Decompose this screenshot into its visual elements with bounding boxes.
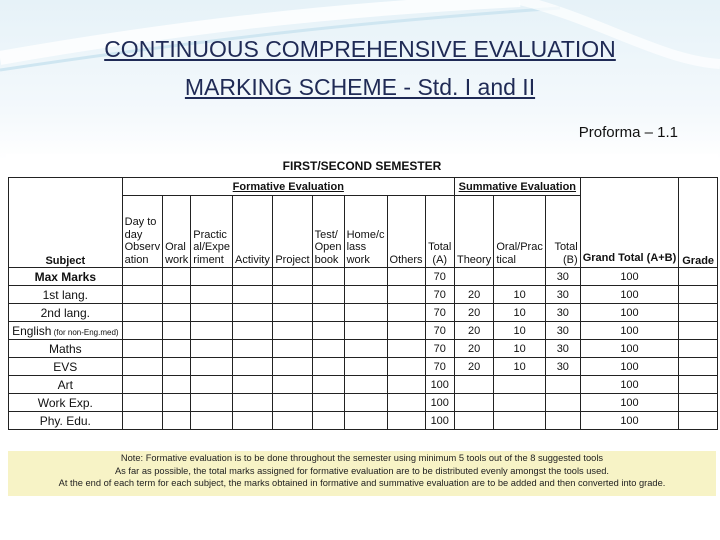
total-a-cell: 70	[425, 322, 454, 340]
total-b-cell	[545, 376, 580, 394]
grand-total-cell: 100	[580, 394, 679, 412]
empty-cell	[344, 394, 387, 412]
grand-total-cell: 100	[580, 340, 679, 358]
empty-cell	[387, 304, 425, 322]
total-b-cell: 30	[545, 304, 580, 322]
empty-cell	[191, 322, 233, 340]
empty-cell	[387, 268, 425, 286]
subject-cell	[9, 286, 123, 304]
grand-total-cell: 100	[580, 376, 679, 394]
empty-cell	[232, 412, 272, 430]
empty-cell	[273, 304, 312, 322]
grand-total-cell: 100	[580, 358, 679, 376]
empty-cell	[122, 358, 162, 376]
subject-cell	[9, 322, 123, 340]
empty-cell	[344, 340, 387, 358]
max-marks-row	[9, 268, 718, 286]
empty-cell	[312, 394, 344, 412]
note-box	[8, 451, 716, 496]
empty-cell	[122, 286, 162, 304]
empty-cell	[312, 340, 344, 358]
note-line: Note: Formative evaluation is to be done throughout the semester using minimum 5 tools out of the 8 suggested tools	[120, 453, 604, 463]
theory-cell: 20	[454, 340, 493, 358]
empty-cell	[344, 322, 387, 340]
empty-cell	[344, 376, 387, 394]
grand-total-cell: 100	[580, 322, 679, 340]
subject-cell	[9, 304, 123, 322]
table-row	[9, 322, 718, 340]
oral-cell: 10	[494, 304, 546, 322]
page-title-line2: MARKING SCHEME - Std. I and II	[184, 74, 536, 100]
table-row	[9, 412, 718, 430]
subject-cell	[9, 394, 123, 412]
grade-cell	[679, 358, 718, 376]
tool-header: Day to day Observ ation	[122, 196, 162, 268]
empty-cell	[122, 412, 162, 430]
summative-tool-header: Oral/Prac tical	[494, 196, 546, 268]
empty-cell	[191, 358, 233, 376]
total-b-header: Total (B)	[545, 196, 580, 268]
grand-total-cell: 100	[580, 268, 679, 286]
page-title-line1: CONTINUOUS COMPREHENSIVE EVALUATION	[104, 36, 616, 62]
oral-cell: 10	[494, 358, 546, 376]
empty-cell	[232, 340, 272, 358]
empty-cell	[122, 268, 162, 286]
tool-header: Home/c lass work	[344, 196, 387, 268]
empty-cell	[387, 286, 425, 304]
grade-cell	[679, 340, 718, 358]
theory-cell	[454, 268, 493, 286]
total-b-cell: 30	[545, 322, 580, 340]
empty-cell	[163, 268, 191, 286]
empty-cell	[191, 304, 233, 322]
tool-header: Others	[387, 196, 425, 268]
subject-note: (for non-Eng.med)	[51, 327, 119, 337]
summative-header: Summative Evaluation	[454, 178, 580, 196]
subject-header: Subject	[9, 178, 123, 268]
grade-cell	[679, 322, 718, 340]
empty-cell	[191, 286, 233, 304]
subject-name: Maths	[48, 341, 82, 356]
tool-header: Practic al/Expe riment	[191, 196, 233, 268]
total-a-cell: 70	[425, 340, 454, 358]
subject-name: Art	[57, 377, 73, 392]
formative-header: Formative Evaluation	[122, 178, 454, 196]
total-a-cell: 100	[425, 412, 454, 430]
theory-cell: 20	[454, 286, 493, 304]
theory-cell: 20	[454, 358, 493, 376]
empty-cell	[387, 340, 425, 358]
empty-cell	[312, 286, 344, 304]
empty-cell	[191, 268, 233, 286]
empty-cell	[122, 340, 162, 358]
empty-cell	[232, 394, 272, 412]
theory-cell: 20	[454, 304, 493, 322]
empty-cell	[344, 412, 387, 430]
oral-cell	[494, 394, 546, 412]
total-b-cell	[545, 394, 580, 412]
empty-cell	[273, 376, 312, 394]
grade-header: Grade	[679, 178, 718, 268]
empty-cell	[122, 376, 162, 394]
table-row	[9, 304, 718, 322]
empty-cell	[273, 358, 312, 376]
subject-name: Phy. Edu.	[39, 413, 91, 428]
total-b-cell: 30	[545, 286, 580, 304]
grand-total-header: Grand Total (A+B)	[580, 178, 679, 268]
subject-cell	[9, 358, 123, 376]
empty-cell	[387, 412, 425, 430]
empty-cell	[387, 322, 425, 340]
oral-cell	[494, 268, 546, 286]
empty-cell	[163, 376, 191, 394]
subject-cell	[9, 412, 123, 430]
subject-cell	[9, 376, 123, 394]
grade-cell	[679, 268, 718, 286]
empty-cell	[273, 412, 312, 430]
note-line: As far as possible, the total marks assigned for formative evaluation are to be distributed evenly amongst the tools used.	[114, 465, 610, 476]
table-row	[9, 376, 718, 394]
empty-cell	[163, 340, 191, 358]
empty-cell	[163, 412, 191, 430]
grade-cell	[679, 304, 718, 322]
total-a-cell: 70	[425, 286, 454, 304]
empty-cell	[163, 304, 191, 322]
empty-cell	[273, 340, 312, 358]
table-row	[9, 358, 718, 376]
grand-total-cell: 100	[580, 304, 679, 322]
subject-name: Max Marks	[34, 269, 96, 284]
empty-cell	[191, 394, 233, 412]
theory-cell	[454, 376, 493, 394]
table-row	[9, 340, 718, 358]
empty-cell	[122, 322, 162, 340]
note-line: At the end of each term for each subject, the marks obtained in formative and summative evaluation are to be added and then converted into grade.	[58, 478, 666, 488]
empty-cell	[312, 376, 344, 394]
oral-cell	[494, 376, 546, 394]
total-b-cell: 30	[545, 340, 580, 358]
total-b-cell: 30	[545, 268, 580, 286]
empty-cell	[273, 322, 312, 340]
empty-cell	[163, 358, 191, 376]
empty-cell	[387, 376, 425, 394]
empty-cell	[232, 376, 272, 394]
total-a-cell: 100	[425, 376, 454, 394]
empty-cell	[232, 322, 272, 340]
tool-header: Project	[273, 196, 312, 268]
empty-cell	[273, 394, 312, 412]
tool-header: Activity	[232, 196, 272, 268]
empty-cell	[163, 286, 191, 304]
empty-cell	[312, 304, 344, 322]
oral-cell: 10	[494, 340, 546, 358]
empty-cell	[191, 376, 233, 394]
tool-header: Oral work	[163, 196, 191, 268]
grade-cell	[679, 376, 718, 394]
table-row	[9, 286, 718, 304]
total-a-cell: 70	[425, 268, 454, 286]
empty-cell	[344, 286, 387, 304]
subject-name: 1st lang.	[42, 287, 88, 302]
grade-cell	[679, 286, 718, 304]
grade-cell	[679, 394, 718, 412]
subject-name: EVS	[53, 359, 78, 374]
empty-cell	[344, 268, 387, 286]
subject-name: English	[12, 323, 52, 338]
table-row	[9, 394, 718, 412]
subject-cell	[9, 268, 123, 286]
summative-tool-header: Theory	[454, 196, 493, 268]
empty-cell	[232, 358, 272, 376]
tool-header: Test/ Open book	[312, 196, 344, 268]
grand-total-cell: 100	[580, 286, 679, 304]
empty-cell	[387, 358, 425, 376]
subject-cell	[9, 340, 123, 358]
empty-cell	[122, 394, 162, 412]
grade-cell	[679, 412, 718, 430]
empty-cell	[312, 322, 344, 340]
marking-table	[8, 177, 718, 430]
proforma-label: Proforma – 1.1	[578, 124, 678, 141]
total-b-cell: 30	[545, 358, 580, 376]
marking-scheme-sheet	[6, 154, 718, 436]
empty-cell	[312, 412, 344, 430]
theory-cell: 20	[454, 322, 493, 340]
total-b-cell	[545, 412, 580, 430]
empty-cell	[122, 304, 162, 322]
empty-cell	[232, 268, 272, 286]
total-a-cell: 70	[425, 358, 454, 376]
theory-cell	[454, 394, 493, 412]
total-a-header: Total (A)	[425, 196, 454, 268]
oral-cell	[494, 412, 546, 430]
semester-title: FIRST/SECOND SEMESTER	[282, 159, 442, 173]
empty-cell	[312, 358, 344, 376]
empty-cell	[273, 286, 312, 304]
subject-name: Work Exp.	[37, 395, 93, 410]
empty-cell	[273, 268, 312, 286]
subject-name: 2nd lang.	[40, 305, 90, 320]
empty-cell	[232, 286, 272, 304]
empty-cell	[344, 304, 387, 322]
total-a-cell: 100	[425, 394, 454, 412]
empty-cell	[163, 394, 191, 412]
oral-cell: 10	[494, 322, 546, 340]
empty-cell	[163, 322, 191, 340]
empty-cell	[191, 340, 233, 358]
total-a-cell: 70	[425, 304, 454, 322]
empty-cell	[387, 394, 425, 412]
empty-cell	[232, 304, 272, 322]
empty-cell	[344, 358, 387, 376]
theory-cell	[454, 412, 493, 430]
empty-cell	[191, 412, 233, 430]
grand-total-cell: 100	[580, 412, 679, 430]
empty-cell	[312, 268, 344, 286]
oral-cell: 10	[494, 286, 546, 304]
